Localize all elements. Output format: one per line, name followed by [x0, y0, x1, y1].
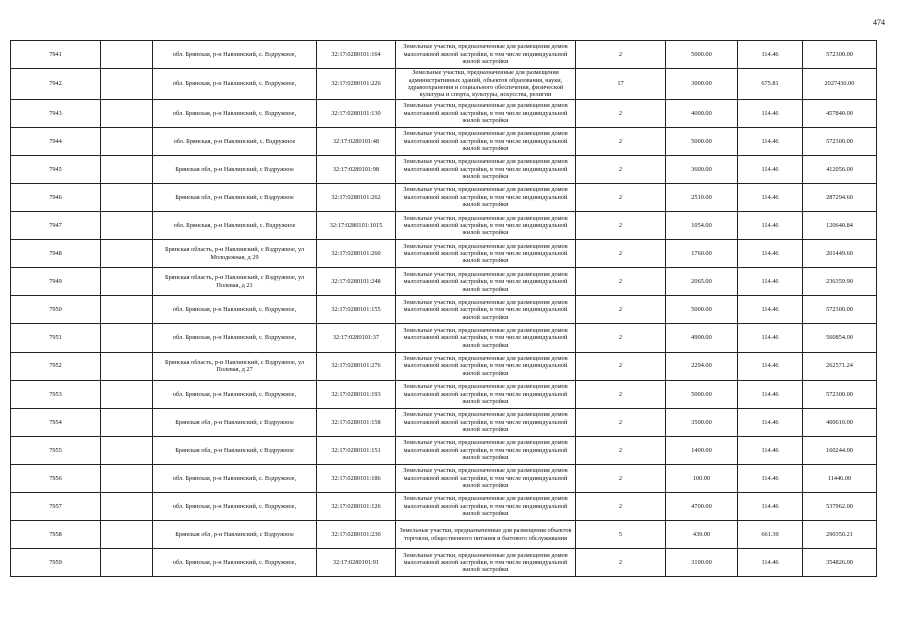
rate-cell: 114.46 [738, 184, 803, 212]
address-cell: Брянская обл, р-н Навлинский, с Вздружное [153, 155, 317, 183]
land-use-cell: Земельные участки, предназначенные для размещения домов малоэтажной жилой застройки, в том числе индивидуальной жилой застройки [396, 380, 576, 408]
cadastral-number-cell: 32:17:0280101:130 [317, 99, 396, 127]
address-cell: обл. Брянская, р-н Навлинский, с. Вздружное, [153, 69, 317, 100]
cadastral-number-cell: 32:17:0280101:151 [317, 436, 396, 464]
cadastral-number-cell: 32:17:0280101:186 [317, 464, 396, 492]
cadastral-value-cell: 262571.24 [803, 352, 877, 380]
cadastral-value-cell: 2027430.00 [803, 69, 877, 100]
land-use-cell: Земельные участки, предназначенные для размещения административных зданий, объектов образования, науки, здравоохранения и социального обеспечения, физической культуры и спорта, культуры, искусства, религии [396, 69, 576, 100]
group-code-cell: 2 [576, 464, 666, 492]
cadastral-number-cell: 32:17:0280101:1015 [317, 212, 396, 240]
area-cell: 4700.00 [666, 493, 738, 521]
row-number: 7947 [11, 212, 101, 240]
cadastral-number-cell: 32:17:0280101:230 [317, 521, 396, 549]
address-cell: обл. Брянская, р-н Навлинский, с. Вздружное, [153, 549, 317, 577]
land-use-cell: Земельные участки, предназначенные для размещения домов малоэтажной жилой застройки, в том числе индивидуальной жилой застройки [396, 268, 576, 296]
rate-cell: 114.46 [738, 268, 803, 296]
table-row [11, 324, 877, 352]
rate-cell: 114.46 [738, 41, 803, 69]
row-number: 7955 [11, 436, 101, 464]
rate-cell: 114.46 [738, 240, 803, 268]
address-cell: обл. Брянская, р-н Навлинский, с. Вздружное, [153, 324, 317, 352]
empty-cell [101, 212, 153, 240]
address-cell: Брянская обл, р-н Навлинский, с Вздружное [153, 436, 317, 464]
address-cell: обл. Брянская, р-н Навлинский, с. Вздружное, [153, 380, 317, 408]
cadastral-value-cell: 400610.00 [803, 408, 877, 436]
cadastral-number-cell: 32:17:0280101:276 [317, 352, 396, 380]
area-cell: 3500.00 [666, 408, 738, 436]
rate-cell: 114.46 [738, 296, 803, 324]
address-cell: обл. Брянская, р-н Навлинский, с. Вздружное [153, 212, 317, 240]
area-cell: 3600.00 [666, 155, 738, 183]
address-cell: обл. Брянская, р-н Навлинский, с. Вздружное, [153, 296, 317, 324]
land-use-cell: Земельные участки, предназначенные для размещения домов малоэтажной жилой застройки, в том числе индивидуальной жилой застройки [396, 493, 576, 521]
cadastral-value-cell: 236359.90 [803, 268, 877, 296]
cadastral-value-cell: 537962.00 [803, 493, 877, 521]
cadastral-number-cell: 32:17:0280101:48 [317, 127, 396, 155]
row-number: 7953 [11, 380, 101, 408]
area-cell: 5000.00 [666, 41, 738, 69]
row-number: 7946 [11, 184, 101, 212]
empty-cell [101, 296, 153, 324]
land-use-cell: Земельные участки, предназначенные для размещения домов малоэтажной жилой застройки, в том числе индивидуальной жилой застройки [396, 408, 576, 436]
area-cell: 4000.00 [666, 99, 738, 127]
cadastral-value-cell: 201449.60 [803, 240, 877, 268]
area-cell: 2510.00 [666, 184, 738, 212]
empty-cell [101, 240, 153, 268]
area-cell: 1400.00 [666, 436, 738, 464]
cadastral-number-cell: 32:17:0280101:262 [317, 184, 396, 212]
table-row [11, 268, 877, 296]
area-cell: 5000.00 [666, 296, 738, 324]
table-row [11, 380, 877, 408]
land-use-cell: Земельные участки, предназначенные для размещения домов малоэтажной жилой застройки, в том числе индивидуальной жилой застройки [396, 127, 576, 155]
empty-cell [101, 184, 153, 212]
land-use-cell: Земельные участки, предназначенные для размещения домов малоэтажной жилой застройки, в том числе индивидуальной жилой застройки [396, 296, 576, 324]
land-use-cell: Земельные участки, предназначенные для размещения домов малоэтажной жилой застройки, в том числе индивидуальной жилой застройки [396, 184, 576, 212]
address-cell: обл. Брянская, р-н Навлинский, с. Вздружное, [153, 99, 317, 127]
cadastral-value-cell: 11446.00 [803, 464, 877, 492]
table-row [11, 436, 877, 464]
group-code-cell: 2 [576, 352, 666, 380]
group-code-cell: 2 [576, 493, 666, 521]
empty-cell [101, 408, 153, 436]
empty-cell [101, 380, 153, 408]
table-row [11, 408, 877, 436]
cadastral-value-cell: 290350.21 [803, 521, 877, 549]
group-code-cell: 2 [576, 184, 666, 212]
area-cell: 1760.00 [666, 240, 738, 268]
land-use-cell: Земельные участки, предназначенные для размещения домов малоэтажной жилой застройки, в том числе индивидуальной жилой застройки [396, 549, 576, 577]
address-cell: Брянская область, р-н Навлинский, с Вздружное, ул Молодежная, д 29 [153, 240, 317, 268]
table-row [11, 155, 877, 183]
empty-cell [101, 69, 153, 100]
empty-cell [101, 521, 153, 549]
cadastral-number-cell: 32:17:0280101:126 [317, 493, 396, 521]
land-use-cell: Земельные участки, предназначенные для размещения домов малоэтажной жилой застройки, в том числе индивидуальной жилой застройки [396, 324, 576, 352]
row-number: 7945 [11, 155, 101, 183]
cadastral-value-cell: 572300.00 [803, 296, 877, 324]
empty-cell [101, 99, 153, 127]
table-row [11, 184, 877, 212]
cadastral-value-cell: 572300.00 [803, 380, 877, 408]
row-number: 7950 [11, 296, 101, 324]
cadastral-number-cell: 32:17:0280101:164 [317, 41, 396, 69]
table-row [11, 69, 877, 100]
empty-cell [101, 324, 153, 352]
group-code-cell: 2 [576, 408, 666, 436]
table-row [11, 493, 877, 521]
land-use-cell: Земельные участки, предназначенные для размещения домов малоэтажной жилой застройки, в том числе индивидуальной жилой застройки [396, 155, 576, 183]
empty-cell [101, 268, 153, 296]
land-use-cell: Земельные участки, предназначенные для размещения домов малоэтажной жилой застройки, в том числе индивидуальной жилой застройки [396, 464, 576, 492]
rate-cell: 114.46 [738, 493, 803, 521]
address-cell: Брянская обл, р-н Навлинский, с Вздружное [153, 184, 317, 212]
group-code-cell: 2 [576, 268, 666, 296]
land-use-cell: Земельные участки, предназначенные для размещения домов малоэтажной жилой застройки, в том числе индивидуальной жилой застройки [396, 240, 576, 268]
row-number: 7959 [11, 549, 101, 577]
row-number: 7942 [11, 69, 101, 100]
row-number: 7949 [11, 268, 101, 296]
land-use-cell: Земельные участки, предназначенные для размещения домов малоэтажной жилой застройки, в том числе индивидуальной жилой застройки [396, 41, 576, 69]
address-cell: обл. Брянская, р-н Навлинский, с. Вздружное, [153, 464, 317, 492]
cadastral-number-cell: 32:17:0280101:248 [317, 268, 396, 296]
table-row [11, 464, 877, 492]
row-number: 7957 [11, 493, 101, 521]
address-cell: Брянская обл, р-н Навлинский, с Вздружное [153, 408, 317, 436]
group-code-cell: 2 [576, 240, 666, 268]
row-number: 7943 [11, 99, 101, 127]
group-code-cell: 2 [576, 155, 666, 183]
rate-cell: 114.46 [738, 380, 803, 408]
cadastral-number-cell: 32:17:0280101:260 [317, 240, 396, 268]
cadastral-value-cell: 457840.00 [803, 99, 877, 127]
address-cell: Брянская область, р-н Навлинский, с Вздружное, ул Полевая, д 21 [153, 268, 317, 296]
rate-cell: 114.46 [738, 352, 803, 380]
cadastral-value-cell: 560854.00 [803, 324, 877, 352]
group-code-cell: 2 [576, 296, 666, 324]
registry-table [10, 40, 877, 577]
row-number: 7958 [11, 521, 101, 549]
rate-cell: 114.46 [738, 99, 803, 127]
cadastral-value-cell: 412056.00 [803, 155, 877, 183]
address-cell: Брянская обл, р-н Навлинский, с Вздружное [153, 521, 317, 549]
rate-cell: 114.46 [738, 127, 803, 155]
cadastral-number-cell: 32:17:0280101:91 [317, 549, 396, 577]
address-cell: обл. Брянская, р-н Навлинский, с. Вздружное, [153, 41, 317, 69]
empty-cell [101, 127, 153, 155]
empty-cell [101, 41, 153, 69]
cadastral-value-cell: 287294.60 [803, 184, 877, 212]
area-cell: 5000.00 [666, 380, 738, 408]
group-code-cell: 2 [576, 324, 666, 352]
table-row [11, 212, 877, 240]
rate-cell: 114.46 [738, 436, 803, 464]
table-row [11, 352, 877, 380]
land-use-cell: Земельные участки, предназначенные для размещения домов малоэтажной жилой застройки, в том числе индивидуальной жилой застройки [396, 212, 576, 240]
row-number: 7944 [11, 127, 101, 155]
rate-cell: 114.46 [738, 155, 803, 183]
table-row [11, 521, 877, 549]
area-cell: 100.00 [666, 464, 738, 492]
row-number: 7948 [11, 240, 101, 268]
table-row [11, 240, 877, 268]
cadastral-number-cell: 32:17:0280101:155 [317, 296, 396, 324]
rate-cell: 114.46 [738, 464, 803, 492]
rate-cell: 114.46 [738, 212, 803, 240]
cadastral-value-cell: 120640.84 [803, 212, 877, 240]
area-cell: 1054.00 [666, 212, 738, 240]
table-row [11, 41, 877, 69]
empty-cell [101, 436, 153, 464]
cadastral-number-cell: 32:17:0280101:193 [317, 380, 396, 408]
rate-cell: 661.39 [738, 521, 803, 549]
address-cell: обл. Брянская, р-н Навлинский, с. Вздружное, [153, 493, 317, 521]
group-code-cell: 2 [576, 127, 666, 155]
table-row [11, 99, 877, 127]
group-code-cell: 2 [576, 549, 666, 577]
cadastral-value-cell: 572300.00 [803, 41, 877, 69]
area-cell: 5000.00 [666, 127, 738, 155]
cadastral-number-cell: 32:17:0280101:98 [317, 155, 396, 183]
rate-cell: 114.46 [738, 408, 803, 436]
cadastral-value-cell: 160244.00 [803, 436, 877, 464]
table-row [11, 296, 877, 324]
empty-cell [101, 464, 153, 492]
group-code-cell: 2 [576, 436, 666, 464]
row-number: 7952 [11, 352, 101, 380]
land-use-cell: Земельные участки, предназначенные для размещения домов малоэтажной жилой застройки, в том числе индивидуальной жилой застройки [396, 436, 576, 464]
land-use-cell: Земельные участки, предназначенные для размещения объектов торговли, общественного питания и бытового обслуживания [396, 521, 576, 549]
area-cell: 2065.00 [666, 268, 738, 296]
area-cell: 4900.00 [666, 324, 738, 352]
empty-cell [101, 493, 153, 521]
land-use-cell: Земельные участки, предназначенные для размещения домов малоэтажной жилой застройки, в том числе индивидуальной жилой застройки [396, 352, 576, 380]
group-code-cell: 2 [576, 380, 666, 408]
cadastral-number-cell: 32:17:0280101:226 [317, 69, 396, 100]
empty-cell [101, 549, 153, 577]
cadastral-value-cell: 354826.00 [803, 549, 877, 577]
row-number: 7956 [11, 464, 101, 492]
row-number: 7954 [11, 408, 101, 436]
cadastral-number-cell: 32:17:0280101:37 [317, 324, 396, 352]
address-cell: Брянская область, р-н Навлинский, с Вздружное, ул Полевая, д 27 [153, 352, 317, 380]
group-code-cell: 2 [576, 212, 666, 240]
group-code-cell: 2 [576, 99, 666, 127]
table-row [11, 549, 877, 577]
empty-cell [101, 352, 153, 380]
rate-cell: 675.81 [738, 69, 803, 100]
land-use-cell: Земельные участки, предназначенные для размещения домов малоэтажной жилой застройки, в том числе индивидуальной жилой застройки [396, 99, 576, 127]
row-number: 7951 [11, 324, 101, 352]
empty-cell [101, 155, 153, 183]
group-code-cell: 17 [576, 69, 666, 100]
area-cell: 3100.00 [666, 549, 738, 577]
group-code-cell: 2 [576, 41, 666, 69]
group-code-cell: 5 [576, 521, 666, 549]
address-cell: обл. Брянская, р-н Навлинский, с. Вздружное [153, 127, 317, 155]
area-cell: 2294.00 [666, 352, 738, 380]
registry-rows [11, 41, 877, 577]
rate-cell: 114.46 [738, 324, 803, 352]
rate-cell: 114.46 [738, 549, 803, 577]
cadastral-value-cell: 572300.00 [803, 127, 877, 155]
area-cell: 439.00 [666, 521, 738, 549]
row-number: 7941 [11, 41, 101, 69]
page-number: 474 [873, 18, 885, 27]
cadastral-number-cell: 32:17:0280101:158 [317, 408, 396, 436]
area-cell: 3000.00 [666, 69, 738, 100]
table-row [11, 127, 877, 155]
